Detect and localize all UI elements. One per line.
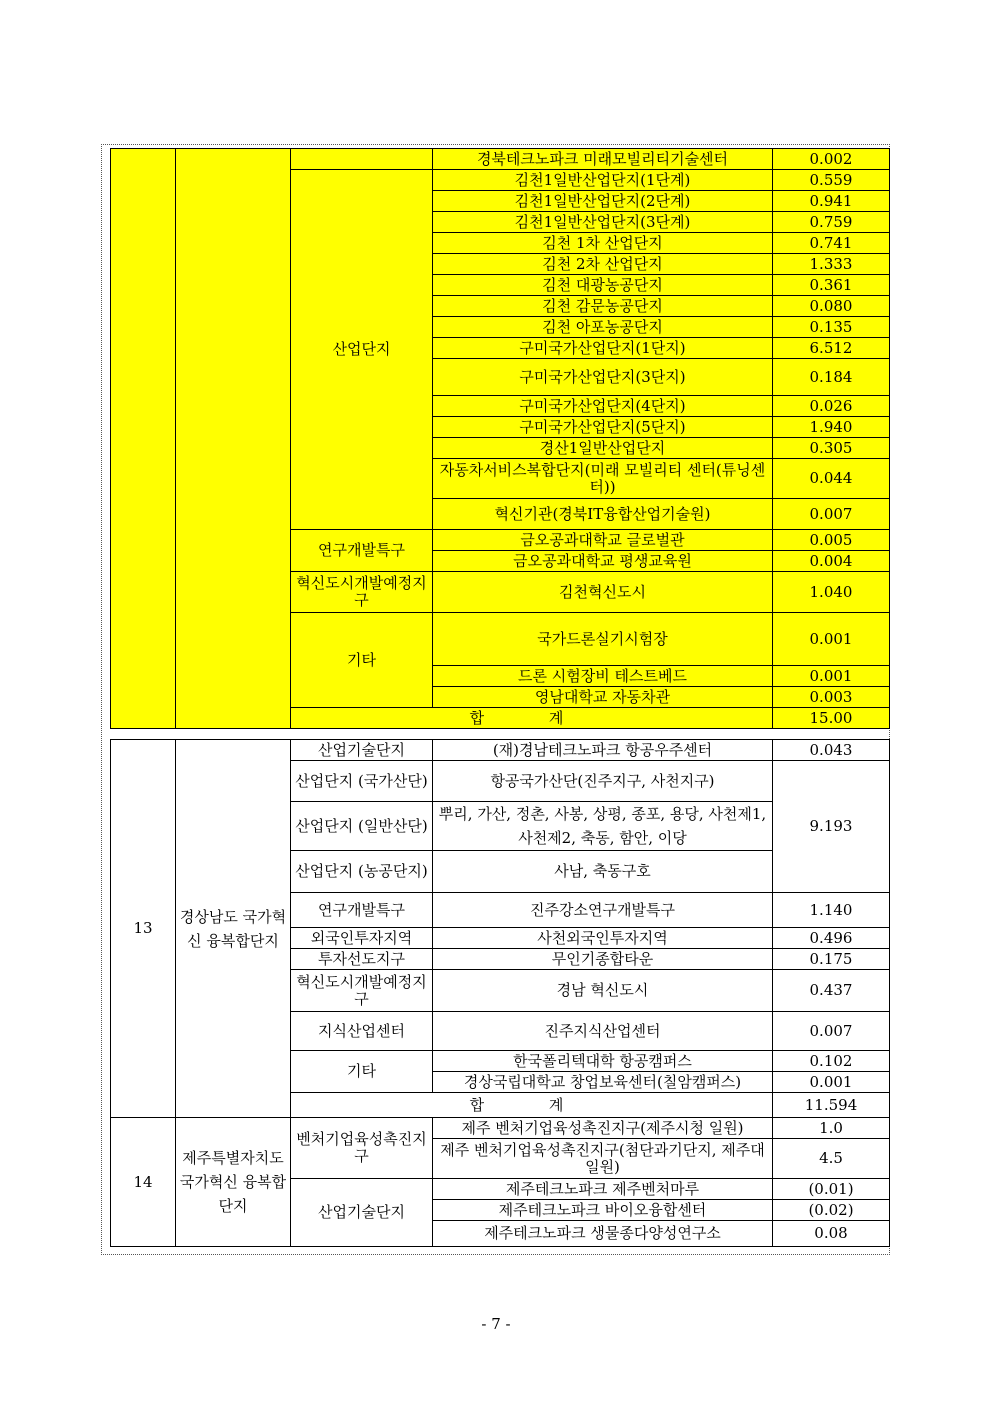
site-name: 사천외국인투자지역 — [433, 928, 773, 949]
area-value: 0.001 — [773, 666, 890, 687]
area-value: 0.305 — [773, 438, 890, 459]
site-name: 진주지식산업센터 — [433, 1012, 773, 1051]
category-venture: 벤처기업육성촉진지구 — [291, 1118, 433, 1179]
site-name: 김천 대광농공단지 — [433, 275, 773, 296]
site-name: 김천 아포농공단지 — [433, 317, 773, 338]
area-value: 0.759 — [773, 212, 890, 233]
area-value: 0.002 — [773, 149, 890, 170]
site-name: 제주테크노파크 바이오융합센터 — [433, 1200, 773, 1221]
site-name: 사남, 축동구호 — [433, 851, 773, 893]
category-cell: 산업기술단지 — [291, 740, 433, 761]
total-label: 합 계 — [291, 1093, 773, 1118]
site-name: 뿌리, 가산, 정촌, 사봉, 상평, 종포, 용당, 사천제1, 사천제2, 축동, 함안, 이당 — [433, 802, 773, 851]
page-number: - 7 - — [481, 1315, 511, 1333]
area-value: 0.175 — [773, 949, 890, 970]
category-cell: 산업단지 (국가산단) — [291, 761, 433, 802]
area-value: 0.004 — [773, 551, 890, 572]
site-name: 국가드론실기시험장 — [433, 613, 773, 666]
area-value: 0.135 — [773, 317, 890, 338]
site-name: 김천혁신도시 — [433, 572, 773, 613]
category-industrial: 산업단지 — [291, 170, 433, 530]
area-value: 1.333 — [773, 254, 890, 275]
category-cell: 산업단지 (농공단지) — [291, 851, 433, 893]
total-value: 11.594 — [773, 1093, 890, 1118]
category-cell: 산업단지 (일반산단) — [291, 802, 433, 851]
area-value: 0.437 — [773, 970, 890, 1012]
site-name: 김천1일반산업단지(2단계) — [433, 191, 773, 212]
area-value: 0.496 — [773, 928, 890, 949]
category-cell: 기타 — [291, 1051, 433, 1093]
area-value: 0.005 — [773, 530, 890, 551]
site-name: 구미국가산업단지(3단지) — [433, 359, 773, 396]
site-name: 구미국가산업단지(1단지) — [433, 338, 773, 359]
section13-region: 경상남도 국가혁신 융복합단지 — [176, 740, 291, 1118]
site-name: 구미국가산업단지(5단지) — [433, 417, 773, 438]
site-name: 김천 2차 산업단지 — [433, 254, 773, 275]
site-name: 제주테크노파크 생물종다양성연구소 — [433, 1221, 773, 1247]
site-name: 영남대학교 자동차관 — [433, 687, 773, 708]
site-name: (재)경남테크노파크 항공우주센터 — [433, 740, 773, 761]
area-value: 0.043 — [773, 740, 890, 761]
area-value: (0.02) — [773, 1200, 890, 1221]
site-name: 무인기종합타운 — [433, 949, 773, 970]
complex-area-table-lower — [110, 739, 890, 1247]
site-name: 경산1일반산업단지 — [433, 438, 773, 459]
site-name: 김천 감문농공단지 — [433, 296, 773, 317]
area-value: 1.140 — [773, 893, 890, 928]
category-etc: 기타 — [291, 613, 433, 708]
area-value: 1.040 — [773, 572, 890, 613]
site-name: 김천1일반산업단지(3단계) — [433, 212, 773, 233]
site-name: 경상국립대학교 창업보육센터(칠암캠퍼스) — [433, 1072, 773, 1093]
area-value: 0.941 — [773, 191, 890, 212]
category-cell: 지식산업센터 — [291, 1012, 433, 1051]
site-name: 김천1일반산업단지(1단계) — [433, 170, 773, 191]
area-value: 4.5 — [773, 1139, 890, 1179]
site-name: 혁신기관(경북IT융합산업기술원) — [433, 499, 773, 530]
site-name: 금오공과대학교 평생교육원 — [433, 551, 773, 572]
site-name: 자동차서비스복합단지(미래 모빌리티 센터(튜닝센터)) — [433, 459, 773, 499]
area-value: 0.001 — [773, 613, 890, 666]
category-cell: 투자선도지구 — [291, 949, 433, 970]
area-value: 0.026 — [773, 396, 890, 417]
site-name: 경북테크노파크 미래모빌리티기술센터 — [433, 149, 773, 170]
total-label: 합 계 — [291, 708, 773, 729]
category-rnd: 연구개발특구 — [291, 530, 433, 572]
site-name: 구미국가산업단지(4단지) — [433, 396, 773, 417]
site-name: 드론 시험장비 테스트베드 — [433, 666, 773, 687]
area-value: 0.102 — [773, 1051, 890, 1072]
area-value: 1.940 — [773, 417, 890, 438]
area-value: 0.08 — [773, 1221, 890, 1247]
area-value: 1.0 — [773, 1118, 890, 1139]
area-value: 0.559 — [773, 170, 890, 191]
section13-no: 13 — [111, 740, 176, 1118]
area-value: 9.193 — [773, 761, 890, 893]
category-cell — [291, 149, 433, 170]
area-value: 0.001 — [773, 1072, 890, 1093]
area-value: 0.007 — [773, 499, 890, 530]
section14-region: 제주특별자치도 국가혁신 융복합단지 — [176, 1118, 291, 1247]
site-name: 한국폴리텍대학 항공캠퍼스 — [433, 1051, 773, 1072]
area-value: 0.080 — [773, 296, 890, 317]
section14-no: 14 — [111, 1118, 176, 1247]
site-name: 진주강소연구개발특구 — [433, 893, 773, 928]
area-value: 0.184 — [773, 359, 890, 396]
site-name: 제주 벤처기업육성촉진지구(첨단과기단지, 제주대 일원) — [433, 1139, 773, 1179]
category-cell: 혁신도시개발예정지구 — [291, 970, 433, 1012]
section12-region-cell — [176, 149, 291, 729]
site-name: 항공국가산단(진주지구, 사천지구) — [433, 761, 773, 802]
site-name: 제주테크노파크 제주벤처마루 — [433, 1179, 773, 1200]
area-value: (0.01) — [773, 1179, 890, 1200]
area-value: 6.512 — [773, 338, 890, 359]
area-value: 0.003 — [773, 687, 890, 708]
category-innov: 혁신도시개발예정지구 — [291, 572, 433, 613]
area-value: 0.007 — [773, 1012, 890, 1051]
category-cell: 외국인투자지역 — [291, 928, 433, 949]
site-name: 제주 벤처기업육성촉진지구(제주시청 일원) — [433, 1118, 773, 1139]
area-value: 0.361 — [773, 275, 890, 296]
area-value: 0.044 — [773, 459, 890, 499]
site-name: 김천 1차 산업단지 — [433, 233, 773, 254]
category-tech: 산업기술단지 — [291, 1179, 433, 1247]
category-cell: 연구개발특구 — [291, 893, 433, 928]
site-name: 금오공과대학교 글로벌관 — [433, 530, 773, 551]
section12-no-cell — [111, 149, 176, 729]
area-value: 0.741 — [773, 233, 890, 254]
site-name: 경남 혁신도시 — [433, 970, 773, 1012]
complex-area-table — [110, 148, 890, 729]
total-value: 15.00 — [773, 708, 890, 729]
